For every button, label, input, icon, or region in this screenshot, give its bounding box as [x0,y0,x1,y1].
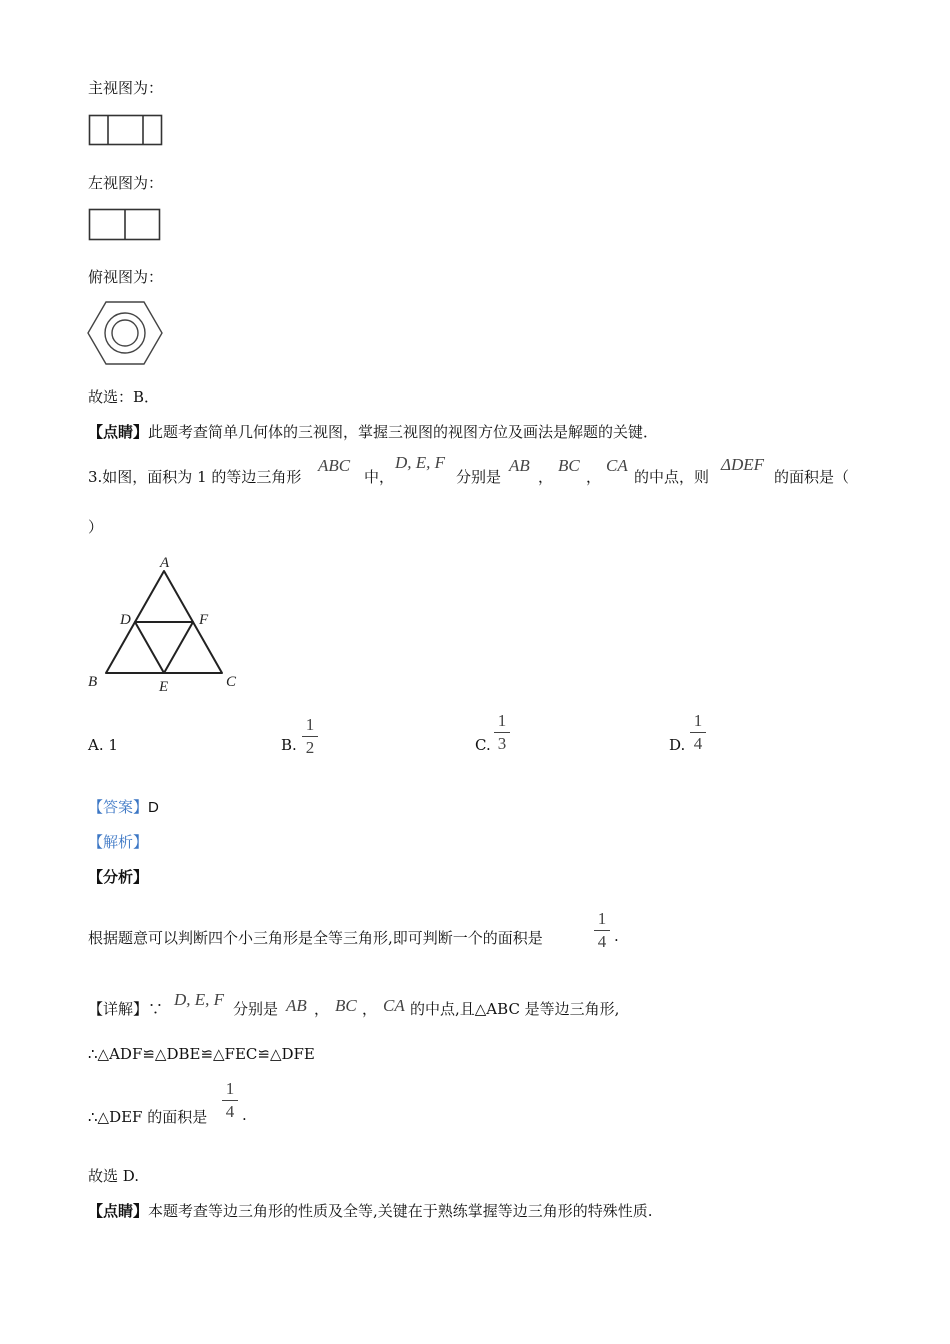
front-view-figure [88,114,164,148]
answer-value: D [148,799,159,816]
q3-math-bc: BC [558,456,580,475]
option-c-denominator: 3 [497,734,507,753]
q2-comment [88,421,658,442]
detail-comma-2: ， [362,1000,378,1018]
detail-math-ab: AB [286,996,307,1015]
q2-comment-tag: 【点睛】 [88,423,149,441]
label-c: C [226,674,237,690]
area-text: ∴△DEF 的面积是 [88,1108,208,1126]
jiexi-tag: 【解析】 [88,833,149,851]
option-b-letter: B. [281,736,297,754]
q3-comment-tag: 【点睛】 [88,1202,149,1220]
q3-stem-part5: 的面积是（ [774,468,850,486]
option-a [88,736,118,754]
option-d-denominator: 4 [693,734,703,753]
fenxi-denominator: 4 [597,932,607,951]
q3-math-abc: ABC [318,456,351,475]
label-b: B [88,674,98,690]
q3-comma-2: ， [586,468,602,486]
label-d: D [120,612,131,628]
option-b-fraction [302,716,318,756]
q3-stem-part2: 中， [364,468,395,486]
option-c-letter: C. [475,736,491,754]
q2-answer-line: 故选：B． [88,388,160,406]
top-view-label: 俯视图为： [88,268,164,286]
area-fraction [222,1080,238,1120]
q3-math-triangle-def: ΔDEF [721,455,765,474]
left-view-figure [88,208,162,242]
detail-part1: 分别是 [233,1000,279,1018]
detail-tag: 【详解】∵ [88,1000,164,1018]
option-c-numerator: 1 [497,711,507,730]
left-view-label: 左视图为： [88,174,164,192]
q3-comment-text: 本题考查等边三角形的性质及全等,关键在于熟练掌握等边三角形的特殊性质. [148,1202,653,1220]
option-d-numerator: 1 [693,711,703,730]
label-f: F [199,612,209,628]
q3-stem-part1: 3.如图，面积为 1 的等边三角形 [88,468,302,486]
fenxi-numerator: 1 [597,909,607,928]
detail-math-def: D, E, F [174,990,225,1009]
triangle-figure [84,553,244,693]
q2-comment-text: 此题考查简单几何体的三视图，掌握三视图的视图方位及画法是解题的关键． [148,423,659,441]
q3-comment [88,1200,653,1221]
q3-stem-part3: 分别是 [456,468,502,486]
answer-line [88,796,159,817]
area-denominator: 4 [225,1102,235,1121]
q3-stem-close: ） [88,518,104,536]
answer-tag: 【答案】 [88,798,149,816]
option-b-denominator: 2 [305,738,315,757]
detail-part2: 的中点,且△ABC 是等边三角形, [410,1000,620,1018]
area-numerator: 1 [225,1079,235,1098]
fenxi-tag: 【分析】 [88,868,149,886]
detail-math-bc: BC [335,996,357,1015]
fenxi-fraction [594,910,610,950]
label-e: E [159,679,169,693]
option-c-fraction [494,712,510,752]
q3-choose: 故选 D. [88,1167,140,1185]
area-end: . [242,1106,247,1124]
option-b-numerator: 1 [305,715,315,734]
option-a-value: 1 [108,736,118,754]
top-view-figure [86,300,164,366]
front-view-label: 主视图为： [88,79,164,97]
congruence-line: ∴△ADF≌△DBE≌△FEC≌△DFE [88,1045,315,1063]
q3-math-ab: AB [509,456,530,475]
q3-math-def: D, E, F [395,453,446,472]
label-a: A [160,555,170,571]
triangle-def [135,622,193,673]
fenxi-text: 根据题意可以判断四个小三角形是全等三角形,即可判断一个的面积是 [88,929,543,947]
option-d-letter: D. [669,736,686,754]
detail-comma-1: ， [314,1000,330,1018]
q3-comma-1: ， [538,468,554,486]
option-a-letter: A. [88,736,104,754]
detail-math-ca: CA [383,996,405,1015]
fenxi-end: . [614,927,619,945]
q3-stem-part4: 的中点，则 [634,468,710,486]
q3-math-ca: CA [606,456,628,475]
option-d-fraction [690,712,706,752]
